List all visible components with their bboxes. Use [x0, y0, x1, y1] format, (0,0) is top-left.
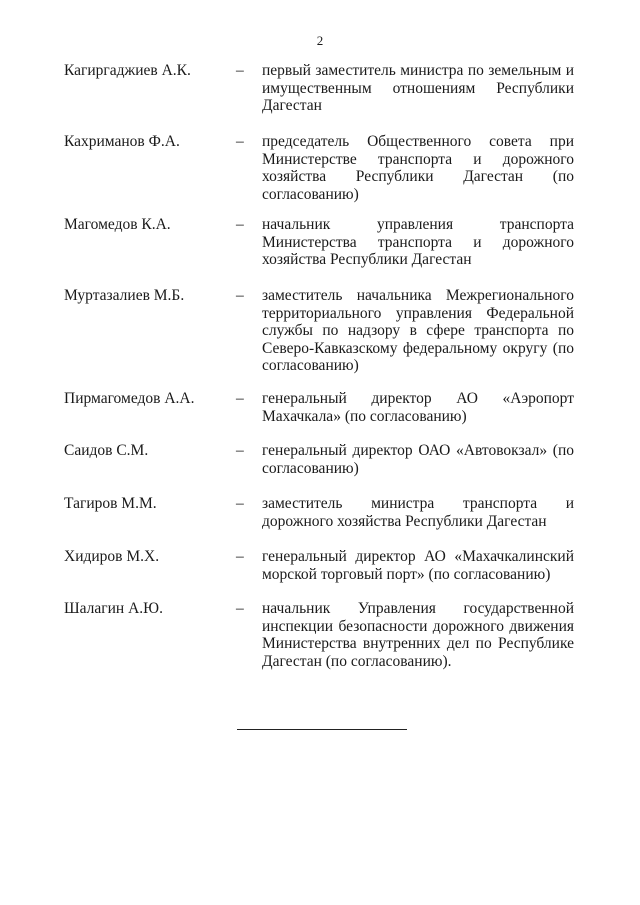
dash: – — [236, 548, 244, 565]
dash: – — [236, 390, 244, 407]
member-role: заместитель министра транспорта и дорожного хозяйства Республики Дагестан — [262, 495, 574, 530]
dash: – — [236, 600, 244, 617]
member-role: генеральный директор АО «Махачкалинский морской торговый порт» (по согласованию) — [262, 548, 574, 583]
dash: – — [236, 287, 244, 304]
member-role: заместитель начальника Межрегионального территориального управления Федеральной службы по надзору в сфере транспорта по Северо-Кавказскому федеральному округу (по согласованию) — [262, 287, 574, 375]
dash: – — [236, 442, 244, 459]
member-name: Пирмагомедов А.А. — [64, 390, 195, 407]
page-number: 2 — [316, 33, 324, 48]
member-name: Хидиров М.Х. — [64, 548, 160, 565]
dash: – — [236, 495, 244, 512]
member-role: начальник Управления государственной инспекции безопасности дорожного движения Министерства внутренних дел по Республике Дагестан (по согласованию). — [262, 600, 574, 670]
dash: – — [236, 216, 244, 233]
member-role: начальник управления транспорта Министерства транспорта и дорожного хозяйства Республики Дагестан — [262, 216, 574, 269]
member-name: Кахриманов Ф.А. — [64, 133, 180, 150]
member-name: Саидов С.М. — [64, 442, 149, 459]
member-role: первый заместитель министра по земельным и имущественным отношениям Республики Дагестан — [262, 62, 574, 115]
member-name: Тагиров М.М. — [64, 495, 157, 512]
dash: – — [236, 62, 244, 79]
member-name: Муртазалиев М.Б. — [64, 287, 185, 304]
member-name: Шалагин А.Ю. — [64, 600, 163, 617]
member-name: Магомедов К.А. — [64, 216, 171, 233]
member-role: генеральный директор ОАО «Автовокзал» (по согласованию) — [262, 442, 574, 477]
end-divider — [237, 729, 407, 730]
dash: – — [236, 133, 244, 150]
member-name: Кагиргаджиев А.К. — [64, 62, 191, 79]
member-role: генеральный директор АО «Аэропорт Махачкала» (по согласованию) — [262, 390, 574, 425]
member-role: председатель Общественного совета при Министерстве транспорта и дорожного хозяйства Республики Дагестан (по согласованию) — [262, 133, 574, 203]
